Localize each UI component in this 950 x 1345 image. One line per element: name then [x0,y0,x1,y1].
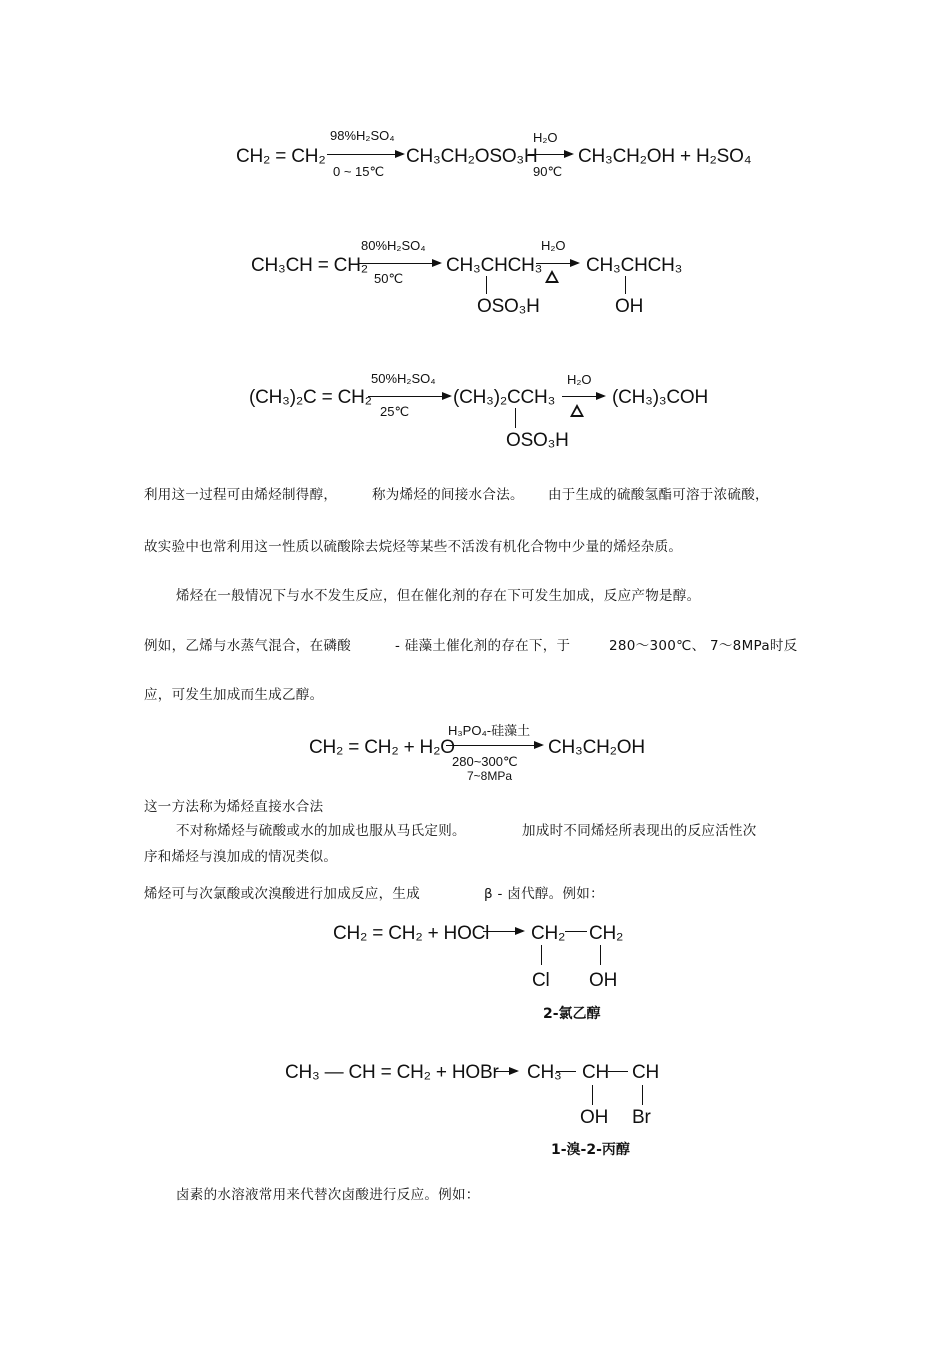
paragraph-3: 烯烃在一般情况下与水不发生反应，但在催化剂的存在下可发生加成，反应产物是醇。 [176,588,701,604]
r2-condition-reagent: 80%H₂SO₄ [361,238,426,253]
r1-condition-water: H₂O [533,130,558,145]
r6-product-carbon-2: CH [582,1062,610,1083]
r3-condition-temp: 25℃ [380,404,410,419]
r2-condition-temp: 50℃ [374,271,404,286]
r1-condition-reagent: 98%H₂SO₄ [330,128,395,143]
r4-product: CH₃CH₂OH [548,737,645,758]
paragraph-4c: 280～300℃、 7～8MPa时反 [609,638,798,654]
r2-intermediate: CH₃CHCH₃ [446,255,543,276]
r2-bond-1 [486,276,487,294]
paragraph-1c: 由于生成的硫酸氢酯可溶于浓硫酸， [548,487,769,503]
paragraph-7a: 不对称烯烃与硫酸或水的加成也服从马氏定则。 [176,823,466,839]
r5-bond-cl [541,945,542,965]
r3-arrow-1 [368,396,450,397]
paragraph-9a: 烯烃可与次氯酸或次溴酸进行加成反应，生成 [144,886,420,902]
r6-substituent-br: Br [632,1107,651,1128]
r4-reactant: CH₂ = CH₂ + H₂O [309,737,455,758]
r2-product: CH₃CHCH₃ [586,255,683,276]
r5-substituent-oh: OH [589,970,618,991]
r1-arrow-2 [528,154,572,155]
r3-product: (CH₃)₃COH [612,387,708,408]
r3-bond [515,408,516,428]
r6-product-name: 1-溴-2-丙醇 [551,1142,630,1158]
r5-product-carbon-2: CH₂ [589,923,624,944]
r6-bond-2 [608,1071,628,1072]
r2-product-substituent: OH [615,296,644,317]
r6-product-carbon-1: CH₃ [527,1062,562,1083]
paragraph-2: 故实验中也常利用这一性质以硫酸除去烷烃等某些不活泼有机化合物中少量的烯烃杂质。 [144,539,683,555]
r3-condition-reagent: 50%H₂SO₄ [371,371,436,386]
r5-arrow [483,931,523,932]
paragraph-9b: β - 卤代醇。例如： [484,886,604,902]
r2-arrow-1 [358,263,440,264]
r5-bond [565,931,587,932]
r3-arrow-2 [562,396,604,397]
r1-product: CH₃CH₂OH + H₂SO₄ [578,146,752,167]
r6-arrow [495,1071,517,1072]
paragraph-1b: 称为烯烃的间接水合法。 [372,487,524,503]
heat-icon [545,270,559,283]
r4-condition-catalyst: H₃PO₄-硅藻土 [448,723,531,738]
r3-condition-water: H₂O [567,372,592,387]
paragraph-6: 这一方法称为烯烃直接水合法 [144,799,324,815]
r2-reactant: CH₃CH = CH₂ [251,255,368,276]
r5-product-carbon-1: CH₂ [531,923,566,944]
heat-icon [570,404,584,417]
r1-condition-temp: 0 ~ 15℃ [333,164,385,179]
r6-bond-1 [556,1071,576,1072]
paragraph-10: 卤素的水溶液常用来代替次卤酸进行反应。例如： [176,1187,480,1203]
r4-condition-pressure: 7~8MPa [467,769,513,783]
r1-arrow-1 [327,154,403,155]
r2-arrow-2 [536,263,578,264]
paragraph-1a: 利用这一过程可由烯烃制得醇， [144,487,338,503]
paragraph-4a: 例如，乙烯与水蒸气混合，在磷酸 [144,638,351,654]
r5-substituent-cl: Cl [532,970,550,991]
paragraph-7b: 加成时不同烯烃所表现出的反应活性次 [522,823,757,839]
r2-condition-water: H₂O [541,238,566,253]
r1-intermediate: CH₃CH₂OSO₃H [406,146,538,167]
r5-product-name: 2-氯乙醇 [543,1006,601,1022]
r1-condition-temp-2: 90℃ [533,164,563,179]
r3-intermediate: (CH₃)₂CCH₃ [453,387,556,408]
paragraph-4b: - 硅藻土催化剂的存在下，于 [395,638,571,654]
r3-reactant: (CH₃)₂C = CH₂ [249,387,372,408]
paragraph-8: 序和烯烃与溴加成的情况类似。 [144,849,338,865]
r5-reactant: CH₂ = CH₂ + HOCl [333,923,490,944]
r3-intermediate-substituent: OSO₃H [506,430,569,451]
r5-bond-oh [600,945,601,965]
paragraph-5: 应，可发生加成而生成乙醇。 [144,687,324,703]
r6-substituent-oh: OH [580,1107,609,1128]
r2-bond-2 [625,276,626,294]
r4-arrow [446,745,542,746]
r4-condition-temp: 280~300℃ [452,754,518,769]
r6-bond-br [642,1085,643,1105]
r6-product-carbon-3: CH [632,1062,660,1083]
r6-reactant: CH₃ — CH = CH₂ + HOBr [285,1062,499,1083]
r2-intermediate-substituent: OSO₃H [477,296,540,317]
r1-reactant: CH₂ = CH₂ [236,146,326,167]
r6-bond-oh [592,1085,593,1105]
